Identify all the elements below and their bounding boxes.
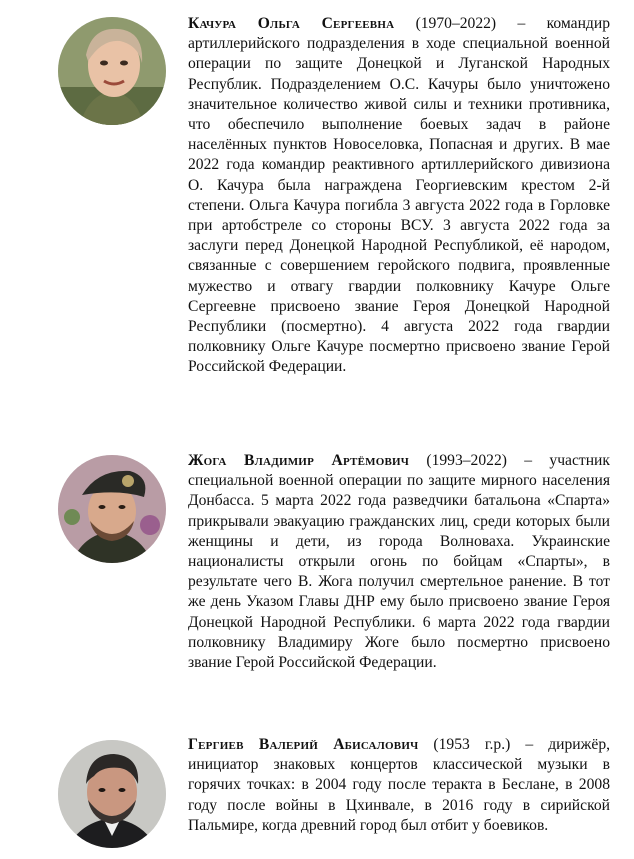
- biography-body: – командир артиллерийского подразделения в ходе специальной военной операции по защите Донецкой и Луганской Народных Республик. Подразделением О.С. Качуры было уничтожено значительное количество живой силы и техники противника, что обеспечило выполнение боевых задач в районе населённых пунктов Новоселовка, Попасная и других. В мае 2022 года командир реактивного артиллерийского дивизиона О. Качура была награждена Георгиевским крестом 2-й степени. Ольга Качура погибла 3 августа 2022 года в Горловке при артобстреле со стороны ВСУ. 3 августа 2022 года за заслуги перед Донецкой Народной Республикой, её народом, связанные с совершением геройского подвига, проявленные мужество и отвагу гвардии полковнику Качуре Ольге Сергеевне присвоено звание Героя Донецкой Народной Республики (посмертно). 4 августа 2022 года гвардии полковнику Ольге Качуре посмертно присвоено звание Герой Российской Федерации.: [188, 15, 610, 376]
- biography-body: – дирижёр, инициатор знаковых концертов классической музыки в горячих точках: в 2004 году после теракта в Беслане, в 2008 году после войны в Цхинвале, в 2016 году в сирийской Пальмире, когда древний город был отбит у боевиков.: [188, 736, 611, 834]
- person-name: Жога Владимир Артёмович: [188, 452, 410, 469]
- life-dates: (1993–2022): [409, 452, 507, 469]
- person-name: Качура Ольга Сергеевна: [188, 15, 395, 32]
- life-dates: (1970–2022): [394, 15, 497, 32]
- biography-text: [188, 451, 610, 673]
- person-name: Гергиев Валерий Абисалович: [188, 736, 419, 753]
- portrait-soldier-image: [58, 455, 166, 563]
- portrait-woman-image: [58, 17, 166, 125]
- biography-body: – участник специальной военной операции по защите мирного населения Донбасса. 5 марта 2022 года разведчики батальона «Спарта» прикрывали эвакуацию гражданских лиц, среди которых были женщины и дети, из города Волноваха. Украинские националисты открыли огонь по бойцам «Спарты», в результате чего В. Жога получил смертельное ранение. В тот же день Указом Главы ДНР ему было присвоено звание Героя Донецкой Народной Республики. 6 марта 2022 года гвардии полковнику Владимиру Жоге было посмертно присвоено звание Герой Российской Федерации.: [188, 452, 610, 672]
- biography-text: [188, 735, 610, 836]
- portrait-conductor-image: [58, 740, 166, 848]
- life-dates: (1953 г.р.): [418, 736, 511, 753]
- portrait-photo: [58, 17, 166, 125]
- biography-text: [188, 14, 610, 378]
- portrait-photo: [58, 455, 166, 563]
- portrait-photo: [58, 740, 166, 848]
